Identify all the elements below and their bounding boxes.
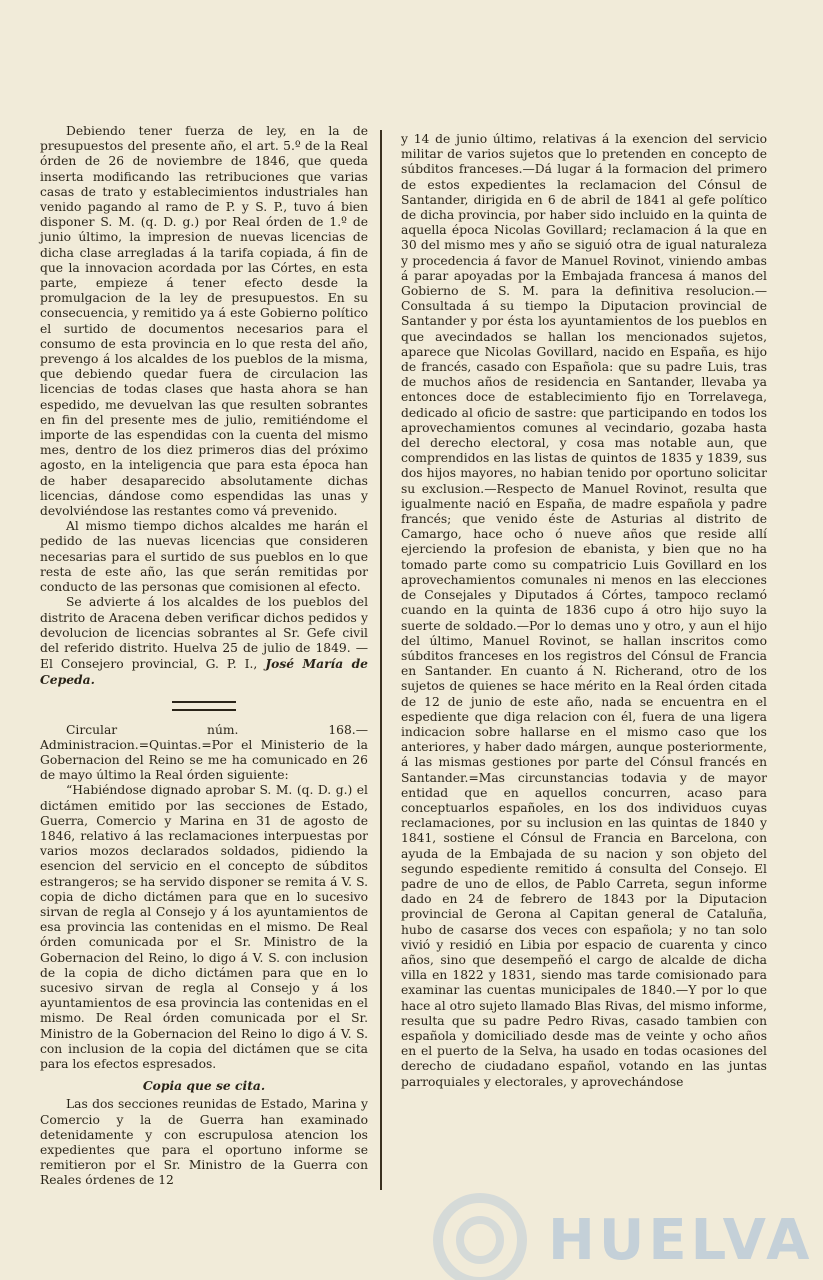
paragraph-secciones: Las dos secciones reunidas de Estado, Marina y Comercio y la de Guerra han examinado detenidamente y con escrupulosa atencion los expedientes que para el oportuno informe se remitieron por el Sr. Ministro de la Guerra con Reales órdenes de 12	[40, 1097, 368, 1188]
copia-heading: Copia que se cita.	[142, 1078, 266, 1094]
section-divider	[172, 701, 236, 711]
left-column	[40, 124, 368, 1189]
paragraph-pedido: Al mismo tiempo dichos alcaldes me harán el pedido de las nuevas licencias que consideren necesarias para el surtido de sus pueblos en lo que resta de este año, las que serán remitidas por conducto de las personas que comisionen al efecto.	[40, 519, 368, 595]
paragraph-real-orden: “Habiéndose dignado aprobar S. M. (q. D. g.) el dictámen emitido por las secciones de Estado, Guerra, Comercio y Marina en 31 de agosto de 1846, relativo á las reclamaciones interpuestas por varios mozos declarados soldados, pidiendo la esencion del servicio en el concepto de súbditos estrangeros; se ha servido disponer se remita á V. S. copia de dicho dictámen para que en lo sucesivo sirvan de regla al Consejo y á los ayuntamientos de esa provincia las contenidas en el mismo. De Real órden comunicada por el Sr. Ministro de la Gobernacion del Reino, lo digo á V. S. con inclusion de la copia de dicho dictámen para que en lo sucesivo sirvan de regla al Consejo y á los ayuntamientos de esa provincia las contenidas en el mismo. De Real órden comunicada por el Sr. Ministro de la Gobernacion del Reino lo digo á V. S. con inclusion de la copia del dictámen que se cita para los efectos espresados.	[40, 783, 368, 1071]
right-column	[401, 132, 767, 1090]
watermark-text: HUELVA	[548, 1208, 814, 1273]
paragraph-aracena-text: Se advierte á los alcaldes de los pueblos del distrito de Aracena deben verificar dichos pedidos y devolucion de licencias sobrantes al Sr. Gefe civil del referido distrito. Huelva 25 de julio de 1849. —El Consejero provincial, G. P. I.,	[40, 595, 368, 672]
paragraph-continuation: y 14 de junio último, relativas á la exencion del servicio militar de varios sujetos que lo pretenden en concepto de súbditos franceses.—Dá lugar á la formacion del primero de estos expedientes la reclamacion del Cónsul de Santander, dirigida en 6 de abril de 1841 al gefe político de dicha provincia, por haber sido incluido en la quinta de aquella época Nicolas Govillard; reclamacion á la que en 30 del mismo mes y año se siguió otra de igual naturaleza y procedencia á favor de Manuel Rovinot, viniendo ambas á parar apoyadas por la Embajada francesa á manos del Gobierno de S. M. para la definitiva resolucion.—Consultada á su tiempo la Diputacion provincial de Santander y por ésta los ayuntamientos de los pueblos en que avecindados se hallan los mencionados sujetos, aparece que Nicolas Govillard, nacido en España, es hijo de francés, casado con Española: que su padre Luis, tras de muchos años de residencia en Santander, llevaba ya entonces doce de establecimiento fijo en Torrelavega, dedicado al oficio de sastre: que participando en todos los aprovechamientos comunes al vecindario, gozaba hasta del derecho electoral, y cosa mas notable aun, que comprendidos en las listas de quintos de 1835 y 1839, sus dos hijos mayores, no habian tenido por oportuno solicitar su exclusion.—Respecto de Manuel Rovinot, resulta que igualmente nació en España, de madre española y padre francés; que venido éste de Asturias al distrito de Camargo, hace ocho ó nueve años que reside allí ejerciendo la profesion de ebanista, y bien que no ha tomado parte como su compatricio Luis Govillard en los aprovechamientos comunales ni menos en las elecciones de Consejales y Diputados á Córtes, tampoco reclamó cuando en la quinta de 1836 cupo á otro hijo suyo la suerte de soldado.—Por lo demas uno y otro, y aun el hijo del último, Manuel Rovinot, se hallan inscritos como súbditos franceses en los registros del Cónsul de Francia en Santander. En cuanto á N. Richerand, otro de los sujetos de quienes se hace mérito en la Real órden citada de 12 de junio de este año, nada se encuentra en el espediente que diga relacion con él, fuera de una ligera indicacion sobre hallarse en el mismo caso que los anteriores, y haber dado márgen, aunque posteriormente, á las mismas gestiones por parte del Cónsul francés en Santander.=Mas circunstancias todavia y de mayor entidad que en aquellos concurren, acaso para conceptuarlos españoles, en los dos individuos cuyas reclamaciones, por su inclusion en las quintas de 1840 y 1841, sostiene el Cónsul de Francia en Barcelona, con ayuda de la Embajada de su nacion y son objeto del segundo espediente remitido á consulta del Consejo. El padre de uno de ellos, de Pablo Carreta, segun informe dado en 24 de febrero de 1843 por la Diputacion provincial de Gerona al Capitan general de Cataluña, hubo de casarse dos veces con española; y no tan solo vivió y residió en Libia por espacio de cuarenta y cinco años, sino que desempeñó el cargo de alcalde de dicha villa en 1822 y 1831, siendo mas tarde comisionado para examinar las cuentas municipales de 1840.—Y por lo que hace al otro sujeto llamado Blas Rivas, del mismo informe, resulta que su padre Pedro Rivas, casado tambien con española y domiciliado desde mas de veinte y ocho años en el puerto de la Selva, ha usado en todas ocasiones del derecho de ciudadano español, votando en las juntas parroquiales y electorales, y aprovechándose	[401, 132, 767, 1089]
paragraph-licencias: Debiendo tener fuerza de ley, en la de presupuestos del presente año, el art. 5.º de la Real órden de 26 de noviembre de 1846, que queda inserta modificando las retribuciones que varias casas de trato y establecimientos industriales han venido pagando al ramo de P. y S. P., tuvo á bien disponer S. M. (q. D. g.) por Real órden de 1.º de junio último, la impresion de nuevas licencias de dicha clase arregladas á la tarifa copiada, á fin de que la innovacion acordada por las Córtes, en esta parte, empieze á tener efecto desde la promulgacion de la ley de presupuestos. En su consecuencia, y remitido ya á este Gobierno político el surtido de documentos necesarios para el consumo de esta provincia en lo que resta del año, prevengo á los alcaldes de los pueblos de la misma, que debiendo quedar fuera de circulacion las licencias de todas clases que hasta ahora se han espedido, me devuelvan las que resulten sobrantes en fin del presente mes de julio, remitiéndome el importe de las espendidas con la cuenta del mismo mes, dentro de los diez primeros dias del próximo agosto, en la inteligencia que para esta época han de haber desaparecido absolutamente dichas licencias, dándose como espendidas las unas y devolviéndose las restantes como vá prevenido.	[40, 124, 368, 519]
column-rule	[380, 130, 382, 1190]
signature: José María de Cepeda.	[40, 656, 368, 688]
paragraph-aracena	[40, 595, 368, 688]
paragraph-circular: Circular núm. 168.—Administracion.=Quintas.=Por el Ministerio de la Gobernacion del Reino se me ha comunicado en 26 de mayo último la Real órden siguiente:	[40, 722, 368, 783]
